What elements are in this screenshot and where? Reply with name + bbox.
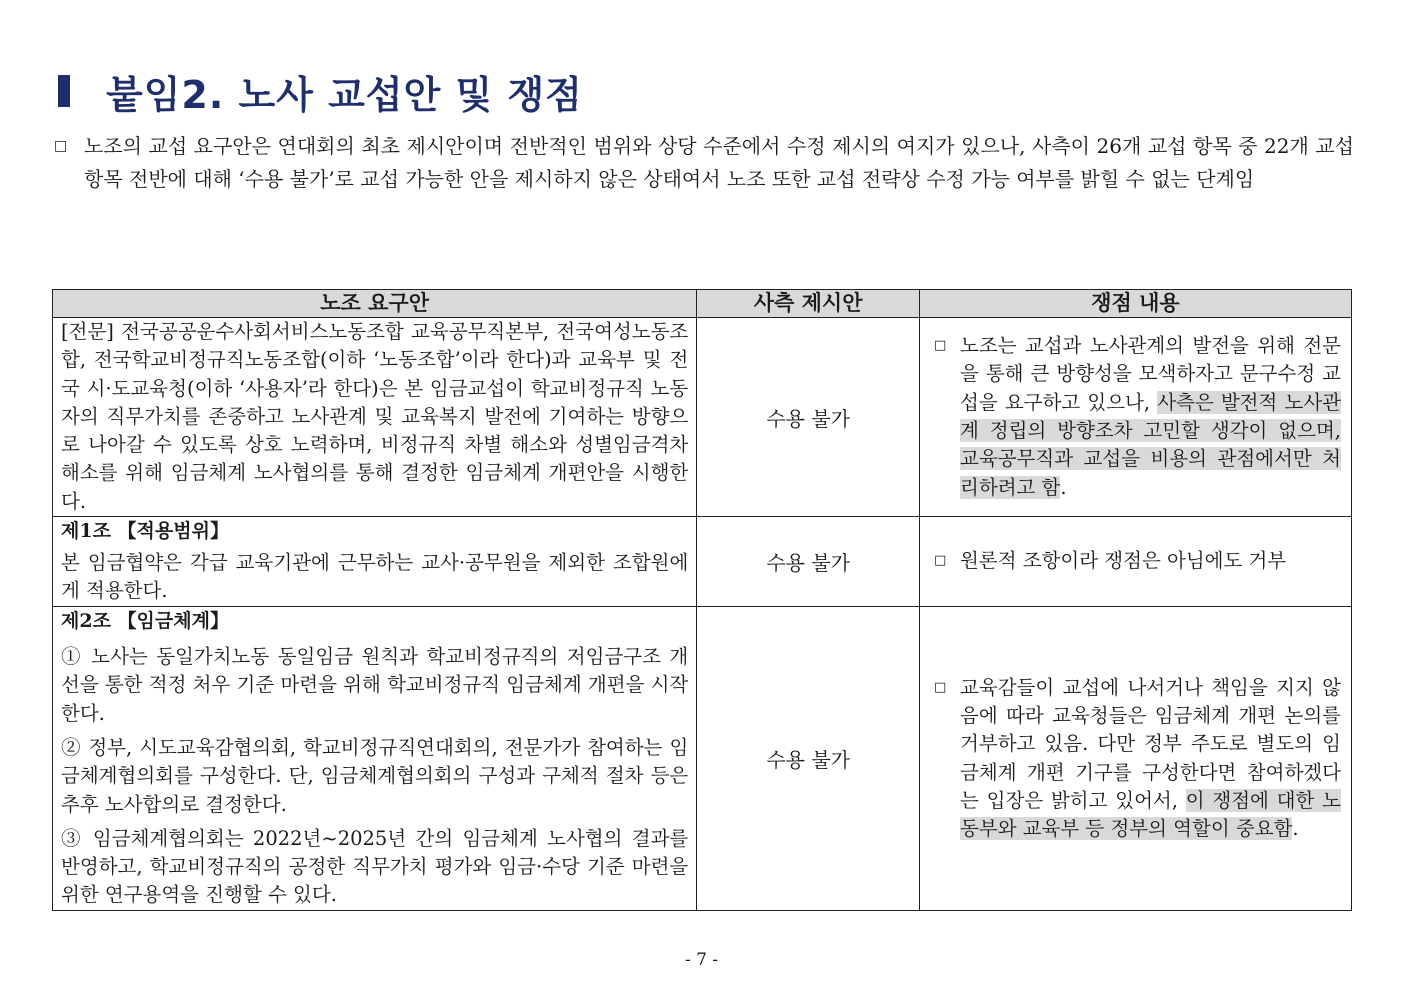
demand-paragraph: [전문] 전국공공운수사회서비스노동조합 교육공무직본부, 전국여성노동조합, 전국학교비정규직노동조합(이하 ‘노동조합’이라 한다)과 교육부 및 전국 시·도교육청(이하 ‘사용자’라 한다)은 본 임금교섭이 학교비정규직 노동자의 직무가치를 존중하고 노사관계 및 교육복지 발전에 기여하는 방향으로 나아갈 수 있도록 상호 노력하며, 비정규직 차별 해소와 성별임금격차 해소를 위해 임금체계 노사협의를 통해 결정한 임금체계 개편안을 시행한다. [61, 320, 689, 513]
proposal-cell [697, 517, 920, 607]
proposal-cell [697, 607, 920, 911]
page-title [58, 66, 583, 116]
demand-paragraph: 본 임금협약은 각급 교육기관에 근무하는 교사·공무원을 제외한 조합원에게 적용한다. [61, 551, 689, 603]
article-heading: 제1조 【적용범위】 [61, 520, 229, 543]
issue-highlight: 사측은 발전적 노사관계 정립의 방향조차 고민할 생각이 없으며, 교육공무직과 교섭을 비용의 관점에서만 처리하려고 함 [960, 390, 1342, 499]
table-header-row [53, 290, 1352, 318]
proposal-text: 수용 불가 [766, 551, 850, 576]
union-demand-cell [53, 517, 697, 607]
intro-text: 노조의 교섭 요구안은 연대회의 최초 제시안이며 전반적인 범위와 상당 수준에서 수정 제시의 여지가 있으나, 사측이 26개 교섭 항목 중 22개 교섭 항목 전반에 대해 ‘수용 불가’로 교섭 가능한 안을 제시하지 않은 상태여서 노조 또한 교섭 전략상 수정 가능 여부를 밝힐 수 없는 단계임 [84, 134, 1354, 191]
header-management-proposal: 사측 제시안 [697, 290, 920, 318]
issue-text: 교육감들이 교섭에 나서거나 책임을 지지 않음에 따라 교육청들은 임금체계 개편 논의를 거부하고 있음. 다만 정부 주도로 별도의 임금체계 개편 기구를 구성한다면 참여하겠다는 입장은 밝히고 있어서, [960, 675, 1341, 812]
article-heading: 제2조 【임금체계】 [61, 610, 229, 633]
demand-paragraph: ③ 임금체계협의회는 2022년~2025년 간의 임금체계 노사협의 결과를 반영하고, 학교비정규직의 공정한 직무가치 평가와 임금·수당 기준 마련을 위한 연구용역을 진행할 수 있다. [61, 826, 689, 907]
proposal-text: 수용 불가 [766, 406, 850, 431]
issue-bullet: □ [934, 553, 947, 569]
issue-cell [920, 607, 1352, 911]
proposal-cell [697, 318, 920, 517]
issue-bullet: □ [934, 679, 947, 695]
demand-paragraph: ① 노사는 동일가치노동 동일임금 원칙과 학교비정규직의 저임금구조 개선을 통한 적정 처우 기준 마련을 위해 학교비정규직 임금체계 개편을 시작한다. [61, 645, 689, 725]
table-row [53, 607, 1352, 911]
page-title-text: 붙임2. 노사 교섭안 및 쟁점 [106, 72, 583, 117]
issue-tail: . [1060, 475, 1067, 499]
table-row [53, 318, 1352, 517]
issue-tail: . [1292, 817, 1299, 841]
header-issue-content: 쟁점 내용 [920, 290, 1352, 318]
title-bar-marker [58, 75, 70, 107]
negotiation-table [52, 289, 1352, 911]
page-number: - 7 - [684, 950, 719, 970]
intro-bullet: □ [54, 138, 68, 154]
intro-paragraph [54, 130, 1354, 196]
union-demand-cell [53, 318, 697, 517]
issue-highlight: 이 쟁점에 대한 노동부와 교육부 등 정부의 역할이 중요함 [960, 788, 1341, 841]
table-row [53, 517, 1352, 607]
union-demand-cell [53, 607, 697, 911]
proposal-text: 수용 불가 [766, 748, 850, 773]
demand-paragraph: ② 정부, 시도교육감협의회, 학교비정규직연대회의, 전문가가 참여하는 임금체계협의회를 구성한다. 단, 임금체계협의회의 구성과 구체적 절차 등은 추후 노사합의로 결정한다. [61, 735, 689, 816]
issue-cell [920, 318, 1352, 517]
issue-cell [920, 517, 1352, 607]
issue-text: 원론적 조항이라 쟁점은 아님에도 거부 [960, 549, 1287, 573]
issue-text: 노조는 교섭과 노사관계의 발전을 위해 전문을 통해 큰 방향성을 모색하자고 문구수정 교섭을 요구하고 있으나, [960, 334, 1341, 414]
header-union-demand: 노조 요구안 [53, 290, 697, 318]
issue-bullet: □ [934, 338, 947, 354]
